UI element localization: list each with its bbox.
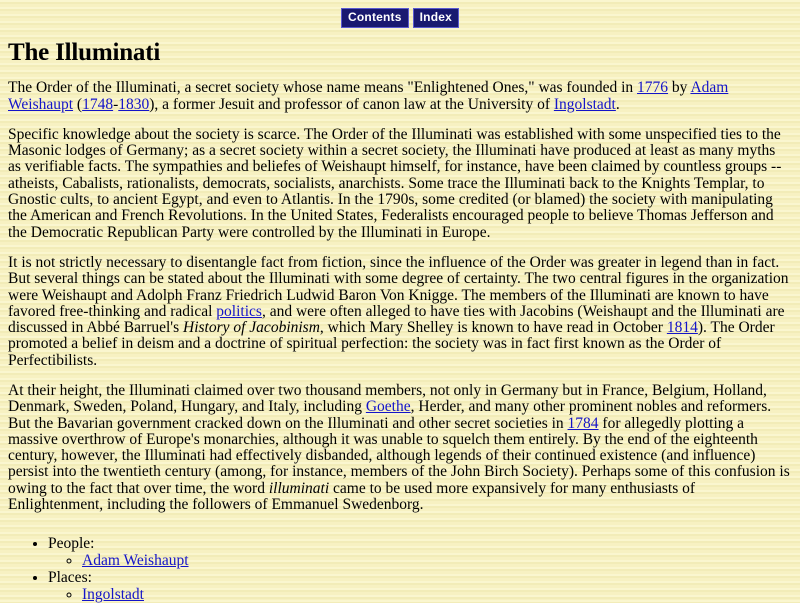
article-paragraph-1	[8, 80, 792, 113]
link-1748[interactable]: 1748	[82, 95, 114, 113]
paragraph-1-text-4: -	[113, 95, 119, 113]
link-adam-weishaupt[interactable]: Adam Weishaupt	[8, 79, 729, 113]
link-1776[interactable]: 1776	[637, 79, 669, 97]
list-item	[82, 586, 792, 603]
related-topics-list	[8, 535, 792, 603]
index-button[interactable]: Index	[413, 8, 459, 28]
paragraph-4-text-2: , Herder, and many other prominent nobles and reformers. But the Bavarian government cracked down on the Illuminati and other secret societies in	[8, 398, 772, 432]
category-label-people: People:	[48, 535, 95, 553]
link-1830[interactable]: 1830	[118, 95, 150, 113]
paragraph-3-text-1: It is not strictly necessary to disentangle fact from fiction, since the influence of the Order was greater in legend than in fact. But several things can be stated about the Illuminati with some degree of certainty. The two central figures in the organization were Weishaupt and Adolph Franz Friedrich Ludwid Baron Von Knigge. The members of the Illuminati are known to have favored free-thinking and radical	[8, 253, 789, 320]
link-1814[interactable]: 1814	[666, 319, 698, 337]
link-goethe[interactable]: Goethe	[365, 398, 411, 416]
paragraph-1-text-6: .	[615, 95, 620, 113]
link-adam-weishaupt-related[interactable]: Adam Weishaupt	[82, 552, 189, 570]
article-paragraph-3	[8, 255, 792, 369]
paragraph-4-text-1: At their height, the Illuminati claimed over two thousand members, not only in Germany but in France, Belgium, Holland, Denmark, Sweden, Poland, Hungary, and Italy, including	[8, 382, 767, 416]
places-sublist	[48, 586, 792, 603]
link-1784[interactable]: 1784	[567, 414, 599, 432]
link-politics[interactable]: politics	[216, 302, 262, 320]
list-item-places-category	[48, 569, 792, 603]
paragraph-4-text-3: for allegedly plotting a massive overthrow of Europe's monarchies, although it was unable to squelch them entirely. By the end of the eighteenth century, however, the Illuminati had effectively disbanded, although legends of their continued existence (and influence) persist into the twentieth century (among, for instance, members of the John Birch Society). Perhaps some of this confusion is owing to the fact that over time, the word	[8, 414, 790, 497]
top-navigation-bar	[8, 8, 792, 28]
paragraph-3-text-4: ). The Order promoted a belief in deism and a doctrine of spiritual perfection: the society was in fact first known as the Order of Perfectibilists.	[8, 319, 775, 369]
paragraph-1-text-2: by	[668, 79, 691, 97]
people-sublist	[48, 552, 792, 569]
italic-word-illuminati: illuminati	[268, 479, 330, 497]
paragraph-1-text-5: ), a former Jesuit and professor of canon law at the University of	[149, 95, 554, 113]
paragraph-3-text-2: , and were often alleged to have ties with Jacobins (Weishaupt and the Illuminati are discussed in Abbé Barruel's	[8, 302, 785, 337]
article-paragraph-2: Specific knowledge about the society is scarce. The Order of the Illuminati was established with some unspecified ties to the Masonic lodges of Germany; as a secret society within a secret society, the Illuminati have produced at least as many myths as verifiable facts. The sympathies and beliefes of Weishaupt himself, for instance, have been claimed by countless groups -- atheists, Cabalists, rationalists, democrats, socialists, anarchists. Some trace the Illuminati back to the Knights Templar, to Gnostic cults, to ancient Egypt, and even to Atlantis. In the 1790s, some credited (or blamed) the society with manipulating the American and French Revolutions. In the United States, Federalists encouraged people to believe Thomas Jefferson and the Democratic Republican Party were controlled by the Illuminati in Europe.	[8, 125, 782, 241]
paragraph-1-text-3: (	[73, 95, 83, 113]
link-ingolstadt-related[interactable]: Ingolstadt	[82, 586, 144, 603]
article-paragraph-4	[8, 383, 792, 513]
paragraph-3-text-3: , which Mary Shelley is known to have read in October	[319, 319, 667, 337]
list-item-people-category	[48, 535, 792, 569]
link-ingolstadt[interactable]: Ingolstadt	[553, 95, 616, 113]
page-title: The Illuminati	[8, 39, 161, 66]
paragraph-1-text-1: The Order of the Illuminati, a secret society whose name means "Enlightened Ones," was founded in	[8, 79, 638, 97]
category-label-places: Places:	[48, 569, 92, 587]
contents-button[interactable]: Contents	[341, 8, 409, 28]
list-item	[82, 552, 792, 569]
paragraph-4-text-4: came to be used more expansively for many enthusiasts of Enlightenment, including the followers of Emmanuel Swedenborg.	[8, 479, 696, 514]
book-title-history-of-jacobinism: History of Jacobinism	[183, 319, 320, 337]
